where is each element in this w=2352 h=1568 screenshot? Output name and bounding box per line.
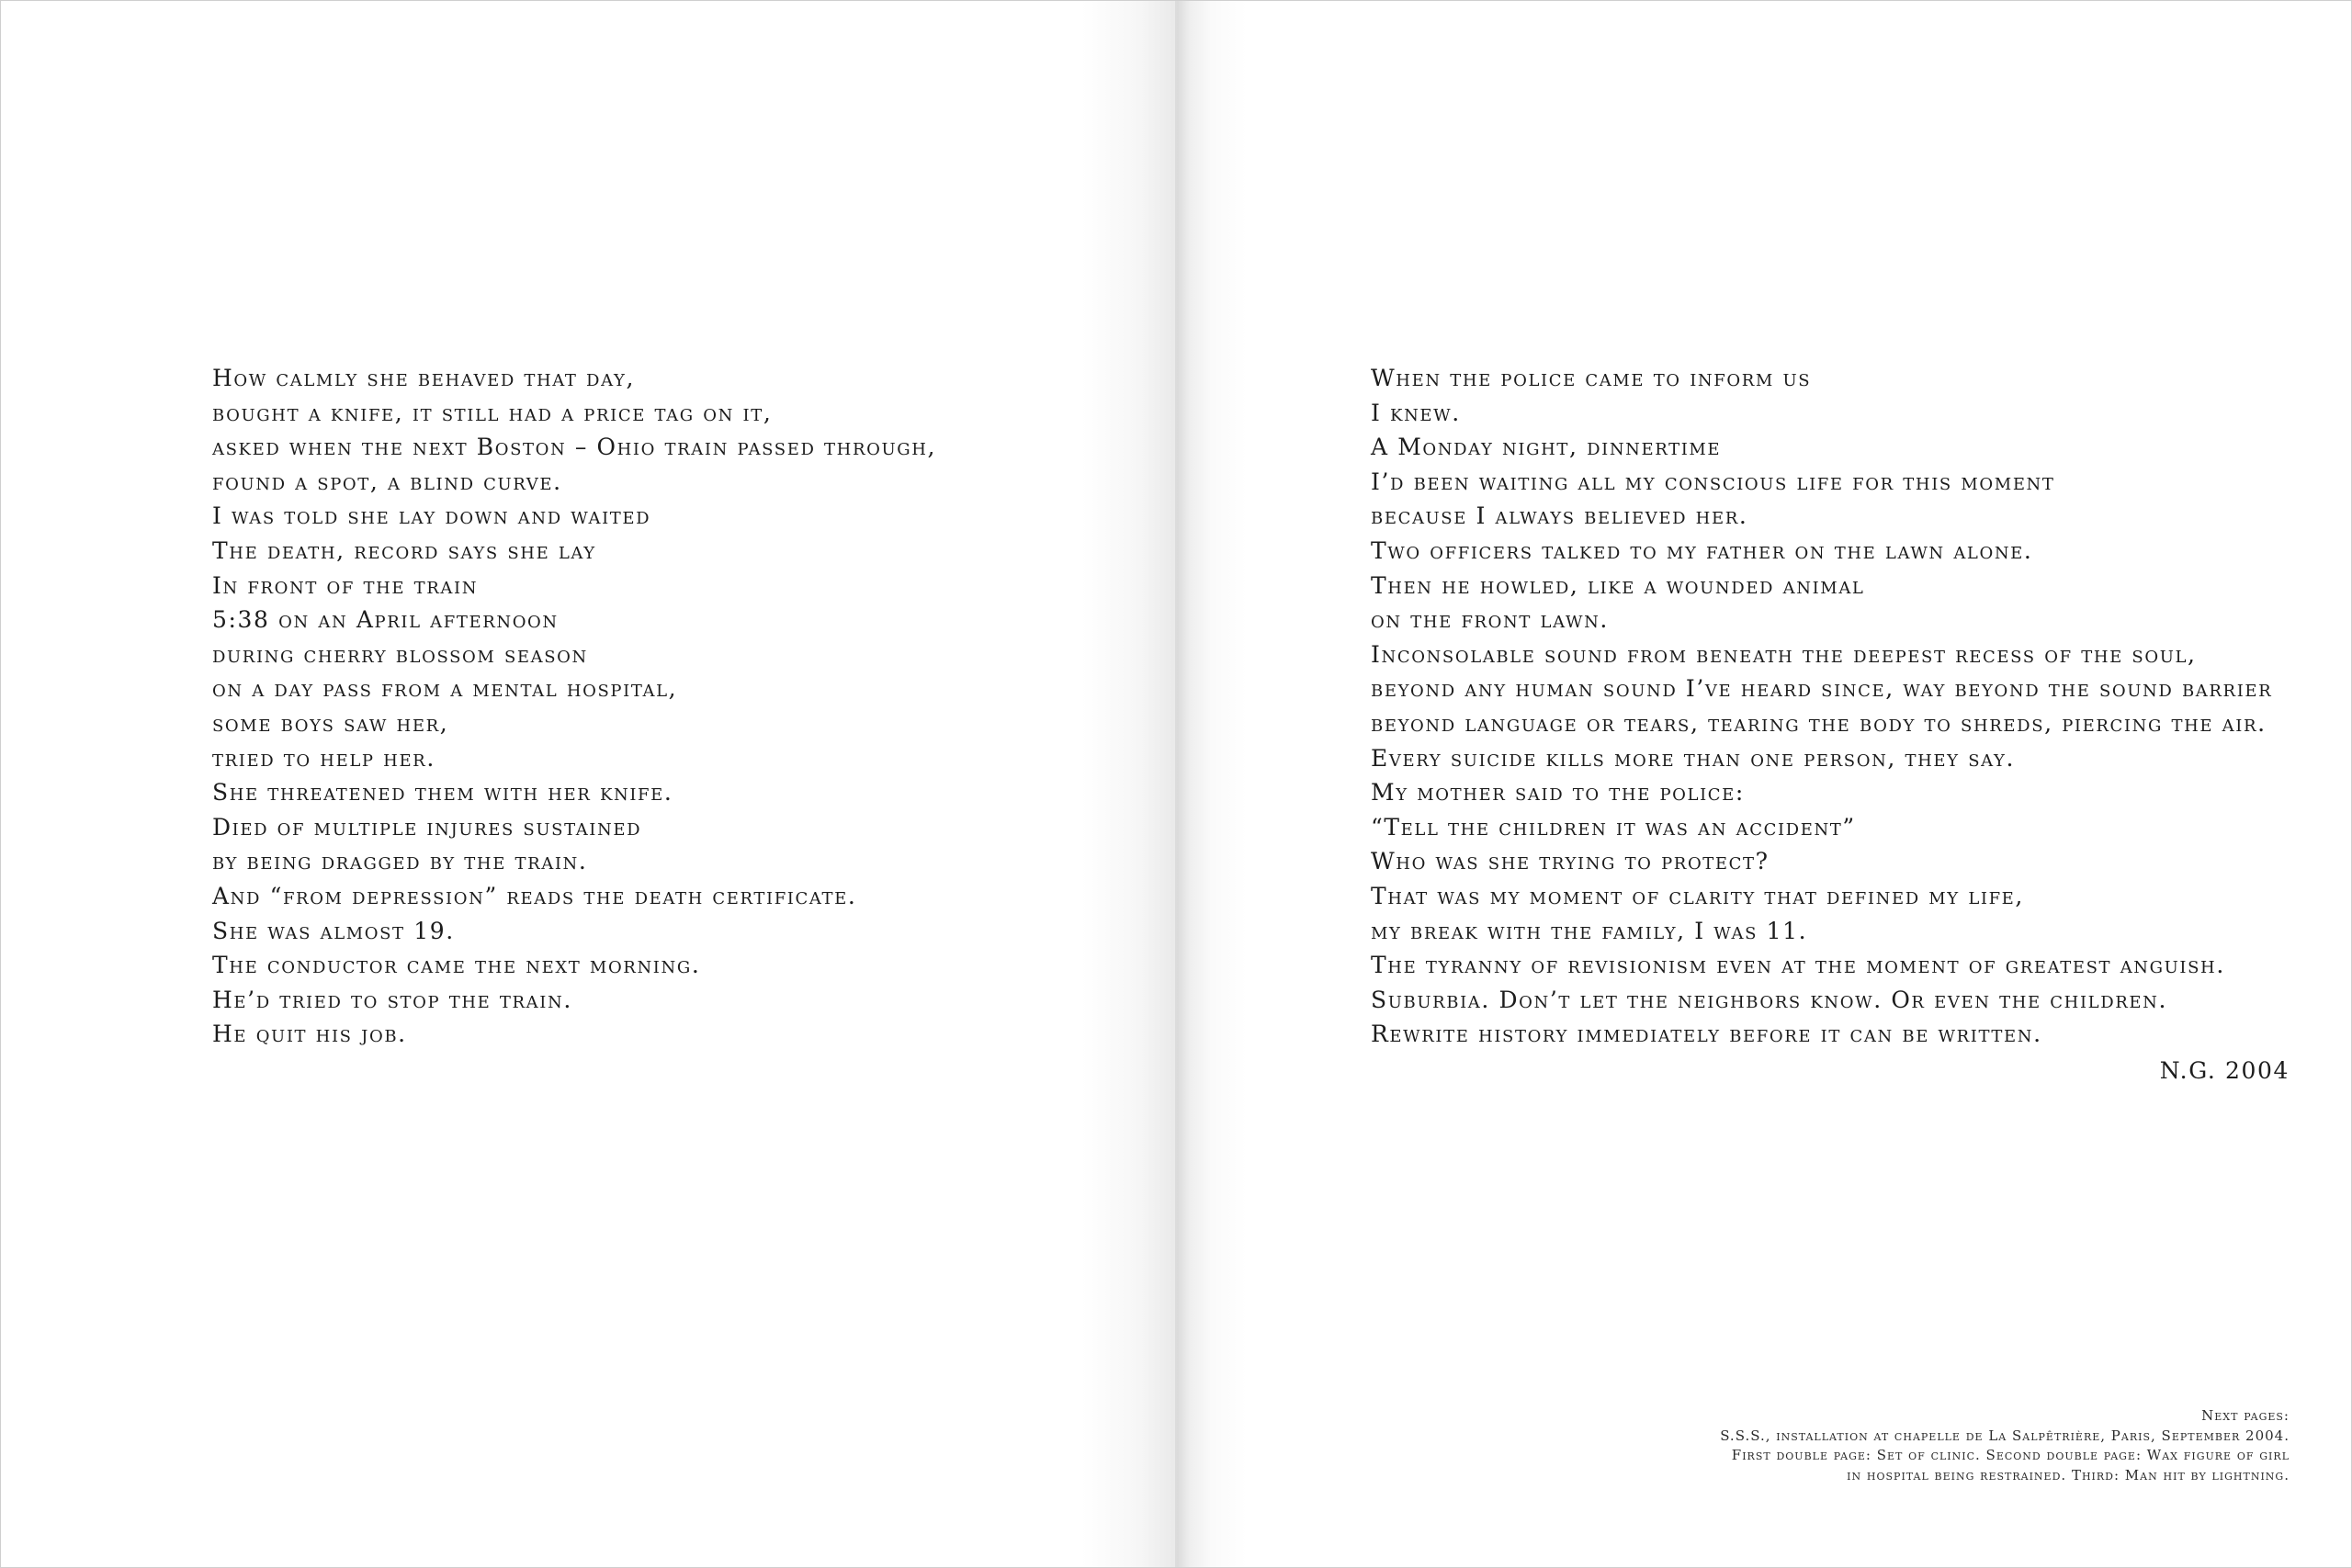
right-poem <box>1371 361 2272 1052</box>
poem-line: bought a knife, it still had a price tag on it, <box>212 399 773 426</box>
left-poem <box>212 361 936 1052</box>
poem-line: during cherry blossom season <box>212 640 588 668</box>
poem-line: tried to help her. <box>212 744 435 772</box>
caption-line: in hospital being restrained. Third: Man hit by lightning. <box>1847 1466 2290 1483</box>
caption-line: Next pages: <box>2201 1407 2290 1424</box>
poem-line: The conductor came the next morning. <box>212 952 701 979</box>
author-signature: N.G. 2004 <box>2159 1057 2290 1084</box>
poem-line: on the front lawn. <box>1371 606 1609 634</box>
poem-line: my break with the family, I was 11. <box>1371 917 1808 944</box>
poem-line: The tyranny of revisionism even at the moment of greatest anguish. <box>1371 952 2225 979</box>
caption-line: S.S.S., installation at chapelle de La Salpêtrière, Paris, September 2004. <box>1720 1427 2290 1444</box>
poem-line: I was told she lay down and waited <box>212 502 651 530</box>
poem-line: He quit his job. <box>212 1021 407 1048</box>
right-page <box>1176 1 2351 1567</box>
poem-line: She threatened them with her knife. <box>212 779 673 807</box>
book-gutter <box>1175 1 1177 1567</box>
poem-line: Then he howled, like a wounded animal <box>1371 571 1865 599</box>
poem-line: She was almost 19. <box>212 917 455 944</box>
next-pages-caption <box>1720 1406 2290 1485</box>
poem-line: on a day pass from a mental hospital, <box>212 675 678 703</box>
poem-line: some boys saw her, <box>212 709 449 737</box>
poem-line: Inconsolable sound from beneath the deepest recess of the soul, <box>1371 640 2197 668</box>
left-page <box>1 1 1176 1567</box>
poem-line: beyond language or tears, tearing the body to shreds, piercing the air. <box>1371 709 2267 737</box>
poem-line: Died of multiple injures sustained <box>212 813 642 840</box>
poem-line: beyond any human sound I’ve heard since, way beyond the sound barrier <box>1371 675 2273 703</box>
poem-line: Rewrite history immediately before it can be written. <box>1371 1021 2042 1048</box>
poem-line: That was my moment of clarity that defined my life, <box>1371 882 2024 909</box>
poem-line: In front of the train <box>212 571 479 599</box>
caption-line: First double page: Set of clinic. Second double page: Wax figure of girl <box>1731 1447 2290 1463</box>
poem-line: He’d tried to stop the train. <box>212 986 572 1013</box>
poem-line: How calmly she behaved that day, <box>212 365 635 391</box>
poem-line: And “from depression” reads the death certificate. <box>212 882 857 909</box>
poem-line: Suburbia. Don’t let the neighbors know. Or even the children. <box>1371 986 2168 1013</box>
poem-line: A Monday night, dinnertime <box>1371 434 1722 461</box>
poem-line: because I always believed her. <box>1371 502 1748 530</box>
poem-line: by being dragged by the train. <box>212 848 588 875</box>
poem-line: I’d been waiting all my conscious life for this moment <box>1371 468 2055 495</box>
poem-line: My mother said to the police: <box>1371 779 1745 807</box>
poem-line: When the police came to inform us <box>1371 365 1812 391</box>
poem-line: Two officers talked to my father on the lawn alone. <box>1371 536 2033 564</box>
poem-line: Who was she trying to protect? <box>1371 848 1770 875</box>
poem-line: “Tell the children it was an accident” <box>1371 813 1856 840</box>
poem-line: found a spot, a blind curve. <box>212 468 562 495</box>
poem-line: I knew. <box>1371 399 1461 426</box>
poem-line: Every suicide kills more than one person, they say. <box>1371 744 2016 772</box>
poem-line: 5:38 on an April afternoon <box>212 606 559 634</box>
poem-line: asked when the next Boston – Ohio train passed through, <box>212 434 937 461</box>
poem-line: The death, record says she lay <box>212 536 596 564</box>
